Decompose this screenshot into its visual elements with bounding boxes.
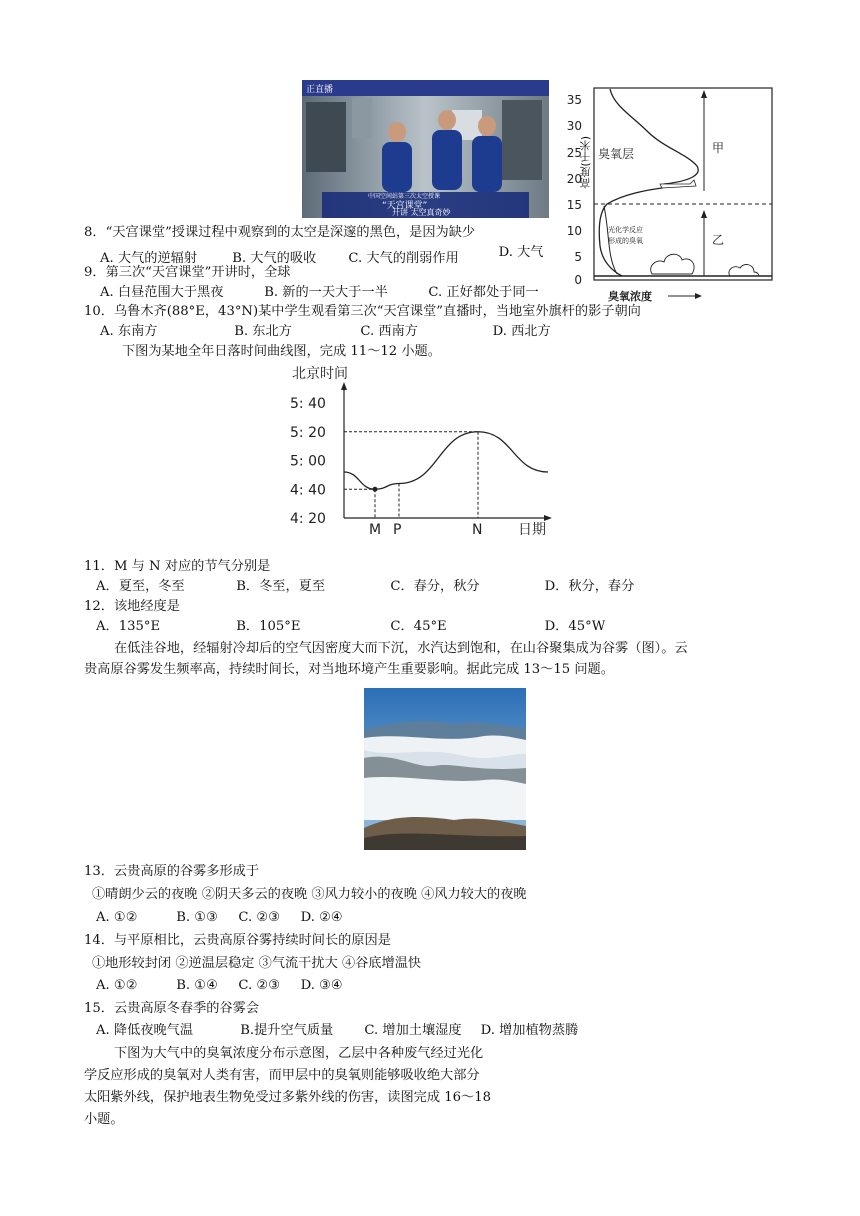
- valley-fog-scene: [364, 688, 526, 850]
- ozone-y-tick: 35: [566, 93, 582, 107]
- ozone-figure: [552, 86, 780, 304]
- ozone-y-tick: 20: [566, 172, 582, 186]
- q9-option-b[interactable]: B. 新的一天大于一半: [264, 285, 388, 300]
- q11-option-c[interactable]: C．春分，秋分: [390, 579, 480, 594]
- q13-option-c[interactable]: C. ②③: [238, 910, 281, 925]
- q10-options: [100, 323, 551, 341]
- q9-option-a[interactable]: A. 白昼范围大于黑夜: [100, 285, 224, 300]
- q8-stem: 8．“天宫课堂”授课过程中观察到的太空是深邃的黑色，是因为缺少: [84, 225, 476, 240]
- intro-16-18-line1: 下图为大气中的臭氧浓度分布示意图，乙层中各种废气经过光化: [114, 1046, 484, 1061]
- ozone-y-ticks: [567, 93, 582, 287]
- q15-stem: 15．云贵高原冬春季的谷雾会: [84, 1001, 260, 1016]
- q12-options: [96, 618, 605, 636]
- chart-y-tick: 5: 20: [290, 424, 326, 441]
- chart-y-tick: 5: 00: [290, 453, 326, 470]
- chart-x-marker: N: [472, 522, 483, 538]
- q12-option-b[interactable]: B．105°E: [236, 619, 301, 634]
- q14-stem: 14．与平原相比，云贵高原谷雾持续时间长的原因是: [84, 933, 391, 948]
- valley-fog-photo: [364, 688, 526, 850]
- banner-small-text: 中国空间站第三次太空授课: [368, 193, 441, 200]
- q11-option-a[interactable]: A．夏至，冬至: [96, 579, 185, 594]
- banner-sub-text: 开讲 太空真奇妙: [392, 208, 451, 217]
- chart-x-label: 日期: [518, 522, 546, 538]
- q11-options: [96, 578, 634, 596]
- q13-option-a[interactable]: A. ①②: [96, 910, 138, 925]
- cloud-icon: [729, 265, 759, 276]
- q12-stem: 12．该地经度是: [84, 599, 180, 614]
- q9-option-c[interactable]: C. 正好都处于同一: [428, 285, 539, 300]
- ozone-diagram: [552, 86, 780, 304]
- q13-items: ①晴朗少云的夜晚 ②阴天多云的夜晚 ③风力较小的夜晚 ④风力较大的夜晚: [92, 887, 527, 902]
- sunset-curve: [344, 432, 548, 490]
- chart-y-label: 北京时间: [292, 366, 348, 382]
- chart-x-marker: P: [393, 522, 402, 538]
- region-b-label: 乙: [712, 233, 725, 247]
- q15-option-b[interactable]: B.提升空气质量: [240, 1023, 334, 1038]
- q10-option-a[interactable]: A. 东南方: [100, 324, 158, 339]
- ozone-y-tick: 5: [574, 250, 582, 264]
- intro-16-18-line2: 学反应形成的臭氧对人类有害，而甲层中的臭氧则能够吸收绝大部分: [84, 1068, 480, 1083]
- ozone-y-tick: 30: [566, 119, 582, 133]
- q12-option-a[interactable]: A．135°E: [96, 619, 161, 634]
- intro-13-15-line2: 贵高原谷雾发生频率高，持续时间长，对当地环境产生重要影响。据此完成 13～15 问题。: [84, 662, 614, 677]
- q15-option-d[interactable]: D. 增加植物蒸腾: [480, 1023, 579, 1038]
- q10-option-d[interactable]: D. 西北方: [492, 324, 551, 339]
- q10-option-b[interactable]: B. 东北方: [234, 324, 292, 339]
- intro-13-15-line1: 在低洼谷地，经辐射冷却后的空气因密度大而下沉，水汽达到饱和，在山谷聚集成为谷雾（图）。云: [114, 641, 688, 656]
- chart-y-tick: 5: 40: [290, 396, 326, 412]
- ozone-profile-curve: [599, 89, 698, 276]
- ozone-y-tick: 25: [566, 146, 582, 160]
- q13-stem: 13．云贵高原的谷雾多形成于: [84, 864, 260, 879]
- q13-option-b[interactable]: B. ①③: [176, 910, 218, 925]
- ozone-y-tick: 15: [566, 198, 582, 212]
- banner-quote-text: “天宫课堂”: [382, 201, 428, 211]
- photochem-label-1: 光化学反应: [608, 226, 643, 234]
- chart-y-tick: 4: 40: [290, 482, 326, 499]
- q8-option-d[interactable]: D. 大气: [498, 245, 544, 260]
- cloud-icon: [651, 254, 694, 274]
- ozone-y-tick: 0: [574, 273, 582, 287]
- q12-option-c[interactable]: C．45°E: [390, 619, 447, 634]
- q11-option-b[interactable]: B．冬至，夏至: [236, 579, 326, 594]
- sunset-chart: [286, 362, 558, 542]
- airplane-icon: [660, 180, 696, 188]
- intro-16-18-line3: 太阳紫外线，保护地表生物免受过多紫外线的伤害，读图完成 16～18: [84, 1090, 492, 1105]
- q8-option-b[interactable]: B. 大气的吸收: [232, 251, 317, 266]
- q10-stem: 10．乌鲁木齐(88°E，43°N)某中学生观看第三次“天宫课堂”直播时，当地室外旗杆的影子朝向: [84, 304, 641, 319]
- photochem-label-2: 形成的臭氧: [608, 237, 643, 245]
- q8-option-a[interactable]: A. 大气的逆辐射: [100, 251, 198, 266]
- q14-items: ①地形较封闭 ②逆温层稳定 ③气流干扰大 ④谷底增温快: [92, 956, 422, 971]
- ozone-layer-label: 臭氧层: [598, 147, 635, 161]
- q14-option-b[interactable]: B. ①④: [176, 978, 218, 993]
- q9-options: [100, 284, 539, 302]
- intro-11-12: 下图为某地全年日落时间曲线图，完成 11～12 小题。: [122, 344, 441, 359]
- ozone-y-axis-label: 高度(千米): [579, 136, 592, 189]
- ozone-y-tick: 10: [566, 224, 582, 238]
- q15-option-a[interactable]: A. 降低夜晚气温: [96, 1023, 194, 1038]
- sunset-chart-svg: [286, 362, 558, 542]
- q13-options: [96, 909, 343, 927]
- ozone-x-axis-label: 臭氧浓度: [608, 290, 652, 303]
- q15-option-c[interactable]: C. 增加土壤湿度: [364, 1023, 462, 1038]
- q11-stem: 11．M 与 N 对应的节气分别是: [84, 559, 271, 574]
- q14-options: [96, 977, 343, 995]
- q14-option-a[interactable]: A. ①②: [96, 978, 138, 993]
- q9-stem: 9．第三次“天宫课堂”开讲时，全球: [84, 265, 291, 280]
- q14-option-d[interactable]: D. ③④: [300, 978, 343, 993]
- q8-option-c[interactable]: C. 大气的削弱作用: [348, 251, 459, 266]
- q13-option-d[interactable]: D. ②④: [300, 910, 343, 925]
- q15-options: [96, 1022, 578, 1040]
- q11-option-d[interactable]: D．秋分，春分: [544, 579, 635, 594]
- q12-option-d[interactable]: D．45°W: [544, 619, 606, 634]
- live-badge: 正直播: [306, 85, 334, 95]
- tiangong-broadcast-photo: [302, 80, 549, 218]
- region-a-label: 甲: [712, 141, 725, 155]
- q14-option-c[interactable]: C. ②③: [238, 978, 281, 993]
- intro-16-18-line4: 小题。: [84, 1112, 124, 1127]
- chart-y-tick: 4: 20: [290, 511, 326, 527]
- chart-x-marker: M: [369, 522, 382, 538]
- q10-option-c[interactable]: C. 西南方: [360, 324, 418, 339]
